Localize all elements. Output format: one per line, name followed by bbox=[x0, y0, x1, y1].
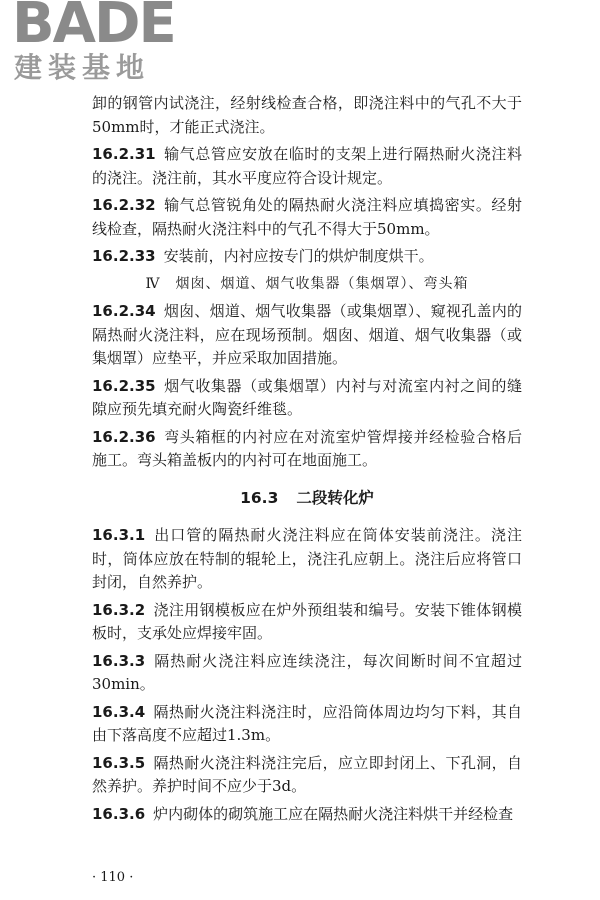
clause-number: 16.2.34 bbox=[92, 302, 156, 320]
clause-text: 输气总管应安放在临时的支架上进行隔热耐火浇注料的浇注。浇注前，其水平度应符合设计规定。 bbox=[92, 145, 522, 187]
clause-paragraph bbox=[92, 524, 522, 595]
clause-text: 出口管的隔热耐火浇注料应在筒体安装前浇注。浇注时，筒体应放在特制的辊轮上，浇注孔应朝上。浇注后应将管口封闭，自然养护。 bbox=[92, 526, 522, 591]
clause-text: 安装前，内衬应按专门的烘炉制度烘干。 bbox=[163, 247, 434, 265]
page-body bbox=[92, 92, 522, 826]
clause-number: 16.3.4 bbox=[92, 702, 146, 721]
clause-number: 16.2.36 bbox=[92, 427, 156, 446]
logo-subtitle: 建装基地 bbox=[14, 51, 151, 84]
section-title bbox=[92, 487, 522, 511]
paragraph-group-bottom bbox=[92, 524, 522, 826]
clause-text: 输气总管锐角处的隔热耐火浇注料应填捣密实。经射线检查，隔热耐火浇注料中的气孔不得大于50mm。 bbox=[92, 196, 522, 238]
clause-paragraph bbox=[92, 701, 522, 748]
clause-paragraph bbox=[92, 143, 522, 190]
paragraph-group-top bbox=[92, 92, 522, 269]
clause-text: 烟气收集器（或集烟罩）内衬与对流室内衬之间的缝隙应预先填充耐火陶瓷纤维毯。 bbox=[92, 376, 522, 418]
clause-text: 隔热耐火浇注料浇注时，应沿筒体周边均匀下料，其自由下落高度不应超过1.3m。 bbox=[92, 702, 522, 744]
clause-number: 16.3.5 bbox=[92, 753, 146, 772]
clause-text: 隔热耐火浇注料浇注完后，应立即封闭上、下孔洞，自然养护。养护时间不应少于3d。 bbox=[92, 753, 522, 795]
section-number: 16.3 bbox=[240, 488, 279, 507]
clause-paragraph bbox=[92, 194, 522, 241]
clause-text: 烟囱、烟道、烟气收集器（或集烟罩）、窥视孔盖内的隔热耐火浇注料，应在现场预制。烟囱、烟道、烟气收集器（或集烟罩）应垫平，并应采取加固措施。 bbox=[92, 302, 522, 367]
clause-text: 弯头箱框的内衬应在对流室炉管焊接并经检验合格后施工。弯头箱盖板内的内衬可在地面施工。 bbox=[92, 427, 522, 469]
clause-number: 16.2.35 bbox=[92, 376, 156, 395]
clause-paragraph bbox=[92, 650, 522, 697]
subheading: Ⅳ 烟囱、烟道、烟气收集器（集烟罩）、弯头箱 bbox=[145, 275, 469, 292]
clause-number: 16.3.3 bbox=[92, 651, 146, 670]
clause-text: 炉内砌体的砌筑施工应在隔热耐火浇注料烘干并经检查 bbox=[153, 804, 514, 823]
clause-paragraph bbox=[92, 426, 522, 473]
clause-paragraph bbox=[92, 375, 522, 422]
clause-paragraph bbox=[92, 92, 522, 139]
clause-text: 卸的钢管内试浇注，经射线检查合格，即浇注料中的气孔不大于50mm时，才能正式浇注。 bbox=[92, 94, 522, 136]
clause-paragraph bbox=[92, 752, 522, 799]
section-title-text: 二段转化炉 bbox=[296, 488, 374, 507]
logo-wordmark: BADE bbox=[12, 0, 175, 56]
clause-number: 16.3.1 bbox=[92, 526, 146, 544]
page-number: · 110 · bbox=[92, 870, 134, 885]
bade-logo bbox=[8, 0, 183, 90]
clause-number: 16.3.6 bbox=[92, 804, 146, 823]
clause-paragraph bbox=[92, 599, 522, 646]
clause-text: 隔热耐火浇注料应连续浇注，每次间断时间不宜超过30min。 bbox=[92, 651, 522, 693]
clause-number: 16.3.2 bbox=[92, 600, 146, 619]
paragraph-group-mid bbox=[92, 300, 522, 473]
clause-paragraph bbox=[92, 803, 522, 827]
clause-paragraph bbox=[92, 300, 522, 371]
clause-text: 浇注用钢模板应在炉外预组装和编号。安装下锥体钢模板时，支承处应焊接牢固。 bbox=[92, 600, 522, 642]
clause-number: 16.2.31 bbox=[92, 145, 156, 163]
clause-number: 16.2.33 bbox=[92, 247, 156, 265]
clause-paragraph bbox=[92, 245, 522, 269]
clause-number: 16.2.32 bbox=[92, 196, 156, 214]
